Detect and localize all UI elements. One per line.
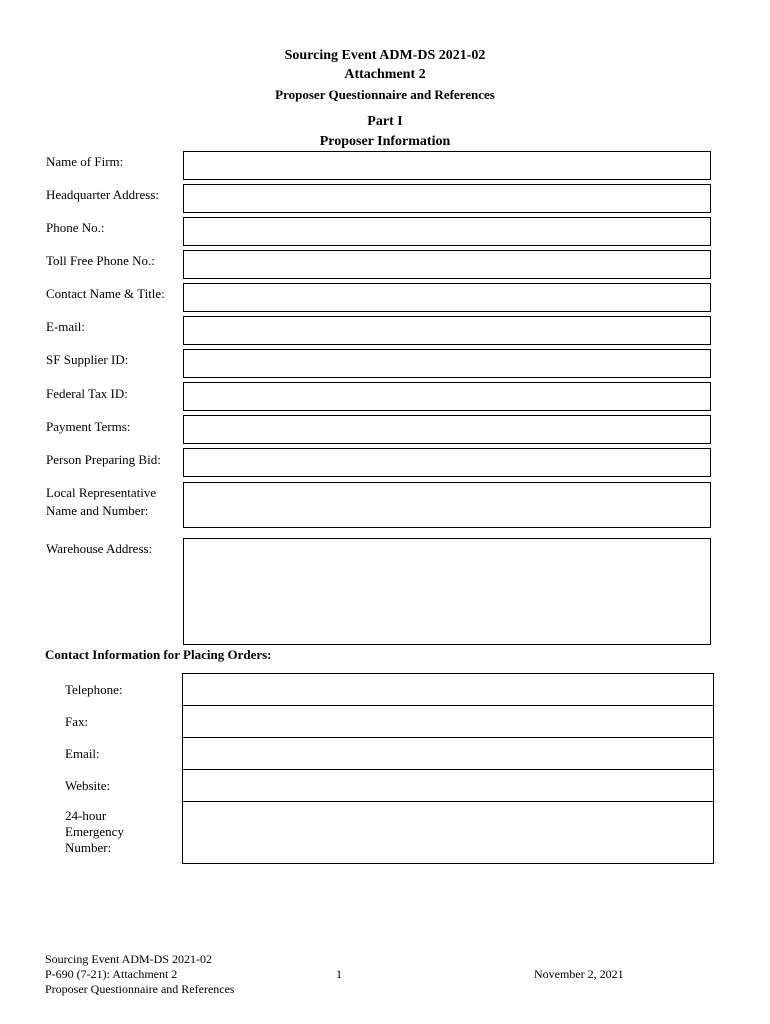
part-heading: Part I	[367, 114, 403, 129]
federal-tax-id-input[interactable]	[183, 382, 711, 411]
website-label: Website:	[65, 778, 111, 793]
footer-date: November 2, 2021	[534, 967, 624, 981]
questionnaire-title: Proposer Questionnaire and References	[275, 87, 495, 102]
local-representative-input[interactable]	[183, 482, 711, 528]
local-representative-label: Local Representative	[46, 485, 157, 500]
name-of-firm-input[interactable]	[183, 151, 711, 180]
federal-tax-id-label: Federal Tax ID:	[46, 386, 128, 401]
email-input[interactable]	[183, 316, 711, 345]
document-title: Sourcing Event ADM-DS 2021-02	[284, 48, 486, 63]
toll-free-phone-label: Toll Free Phone No.:	[46, 253, 155, 268]
person-preparing-bid-input[interactable]	[183, 448, 711, 477]
warehouse-address-input[interactable]	[183, 538, 711, 645]
emergency-number-input[interactable]	[183, 802, 713, 863]
footer-event-line: Sourcing Event ADM-DS 2021-02	[45, 952, 212, 966]
contact-info-heading: Contact Information for Placing Orders:	[45, 647, 272, 662]
sf-supplier-id-label: SF Supplier ID:	[46, 352, 129, 367]
headquarter-address-label: Headquarter Address:	[46, 187, 159, 202]
contact-name-title-label: Contact Name & Title:	[46, 286, 165, 301]
payment-terms-input[interactable]	[183, 415, 711, 444]
email-order-label: Email:	[65, 746, 100, 761]
website-input[interactable]	[183, 770, 713, 802]
page-number: 1	[336, 967, 342, 981]
footer-form-line: P-690 (7-21): Attachment 2	[45, 967, 178, 981]
name-of-firm-label: Name of Firm:	[46, 154, 124, 169]
local-representative-label-line2: Name and Number:	[46, 503, 149, 518]
headquarter-address-input[interactable]	[183, 184, 711, 213]
email-order-input[interactable]	[183, 738, 713, 770]
phone-input[interactable]	[183, 217, 711, 246]
section-heading: Proposer Information	[319, 134, 451, 149]
emergency-label-line1: 24-hour	[65, 808, 107, 823]
telephone-label: Telephone:	[65, 682, 123, 697]
sf-supplier-id-input[interactable]	[183, 349, 711, 378]
emergency-label-line2: Emergency	[65, 824, 124, 839]
warehouse-address-label: Warehouse Address:	[46, 541, 153, 556]
fax-label: Fax:	[65, 714, 89, 729]
fax-input[interactable]	[183, 706, 713, 738]
phone-label: Phone No.:	[46, 220, 105, 235]
toll-free-phone-input[interactable]	[183, 250, 711, 279]
email-label: E-mail:	[46, 319, 85, 334]
attachment-title: Attachment 2	[344, 67, 426, 82]
footer-title-line: Proposer Questionnaire and References	[45, 982, 235, 996]
contact-info-table	[182, 673, 714, 864]
emergency-label-line3: Number:	[65, 840, 112, 855]
person-preparing-bid-label: Person Preparing Bid:	[46, 452, 161, 467]
payment-terms-label: Payment Terms:	[46, 419, 131, 434]
telephone-input[interactable]	[183, 674, 713, 706]
contact-name-title-input[interactable]	[183, 283, 711, 312]
